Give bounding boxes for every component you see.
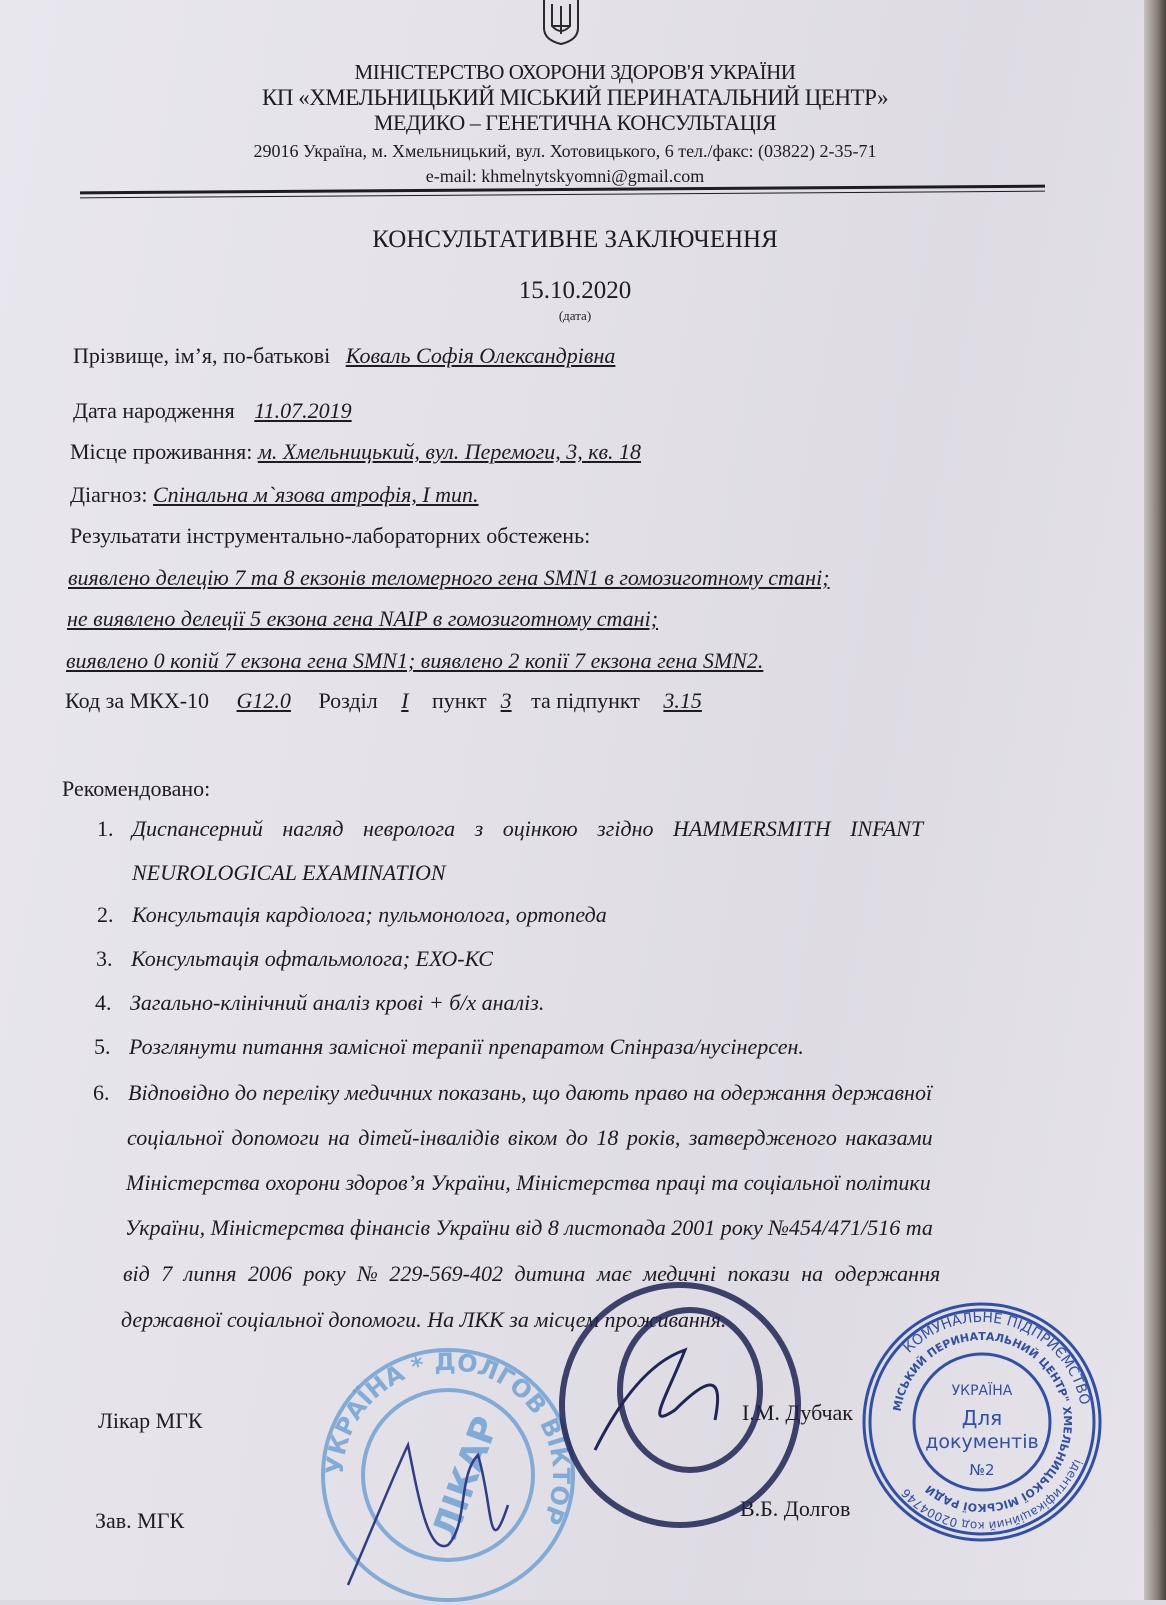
recommendation-line: Міністерства охорони здоров’я України, Міністерства праці та соціальної політики [126,1170,931,1195]
doctor-stamp [318,1345,578,1605]
recommendation-line: Диспансерний нагляд невролога з оцінкою згідно HAMMERSMITH INFANT [132,816,924,841]
result-line: не виявлено делеції 5 екзона гена NAIP в гомозиготному стані; [67,606,659,631]
ministry-name: МІНІСТЕРСТВО ОХОРОНИ ЗДОРОВ'Я УКРАЇНИ [354,60,796,84]
point-value: 3 [500,688,512,713]
diagnosis-row [70,482,479,508]
name-label: Прізвище, ім’я, по-батькові [73,343,331,368]
icd-code-value: G12.0 [236,688,291,713]
dark-stamp [555,1280,805,1530]
recommendation-line: державної соціальної допомоги. На ЛКК за місцем проживання. [121,1307,727,1332]
signature-head [595,1350,718,1450]
recommendation-number: 2. [97,902,114,927]
stamp-ring-inner: МІСЬКИЙ ПЕРИНАТАЛЬНИЙ ЦЕНТР" ХМЕЛЬНИЦЬКОЇ МІСЬКОЇ РАДИ [890,1329,1075,1515]
birth-label: Дата народження [73,398,235,423]
recommendation-line: NEUROLOGICAL EXAMINATION [132,860,446,885]
results-label: Резульатати інструментально-лабораторних обстежень: [70,523,591,548]
doctor-name: І.М. Дубчак [742,1400,853,1425]
recommendation-number: 6. [93,1080,110,1105]
recommendation-line: України, Міністерства фінансів України від 8 листопада 2001 року №454/471/516 та [125,1215,933,1240]
document-title: КОНСУЛЬТАТИВНЕ ЗАКЛЮЧЕННЯ [372,226,778,253]
recommended-label: Рекомендовано: [62,776,211,801]
recommendation-line: Відповідно до переліку медичних показань, що дають право на одержання державної [128,1080,933,1105]
recommendation-line: Загально-клінічний аналіз крові + б/х аналіз. [130,990,545,1015]
recommendation-number: 5. [94,1034,111,1059]
diagnosis-value: Спінальна м`язова атрофія, І тип. [152,482,479,507]
section-label: Розділ [318,688,378,713]
recommendation-line: соціальної допомоги на дітей-інвалідів віком до 18 років, затвердженого наказами [127,1125,933,1150]
section-value: І [401,688,409,713]
email: e-mail: khmelnytskyomni@gmail.com [425,166,705,186]
trident-emblem-icon [540,0,582,44]
recommendation-line: Розглянути питання замісної терапії препаратом Спінраза/нусінерсен. [129,1034,804,1059]
result-line: виявлено делецію 7 та 8 екзонів теломерного гена SMN1 в гомозиготному стані; [68,565,830,590]
recommendation-number: 4. [95,990,112,1015]
recommendation-number: 1. [97,816,114,841]
doctor-stamp-ring-text: УКРАЇНА * ДОЛГОВ ВІКТОР [320,1347,576,1529]
doctor-label: Лікар МГК [98,1408,203,1433]
address: 29016 Україна, м. Хмельницький, вул. Хотовицького, 6 тел./факс: (03822) 2-35-71 [253,141,877,161]
result-line: виявлено 0 копій 7 екзона гена SMN1; виявлено 2 копії 7 екзона гена SMN2. [66,648,764,673]
doctor-stamp-center: ЛІКАР [425,1411,507,1545]
stamp-ring-bottom: ідентифікаційний код 02004746 [898,1457,1086,1534]
subpoint-value: 3.15 [663,688,702,713]
recommendation-line: Консультація офтальмолога; ЕХО-КС [131,946,493,971]
table-edge-background [1144,0,1166,1600]
stamp-country: УКРАЇНА [951,1383,1013,1399]
stamp-ring-outer: КОМУНАЛЬНЕ ПІДПРИЄМСТВО [900,1309,1093,1407]
name-row [73,343,615,369]
recommendation-line: від 7 липня 2006 року № 229-569-402 дитина має медичні покази на одержання [123,1261,941,1286]
document-date: 15.10.2020 [518,277,632,304]
stamp-number: №2 [969,1461,995,1479]
recommendation-line: Консультація кардіолога; пульмонолога, ортопеда [132,902,607,927]
institution-stamp [860,1300,1105,1545]
head-label: Зав. МГК [95,1508,185,1533]
birth-value: 11.07.2019 [254,398,352,423]
birth-row [73,398,352,424]
date-caption: (дата) [558,308,592,323]
name-value: Коваль Софія Олександрівна [345,343,616,368]
point-label: пункт [432,688,487,713]
stamp-center-line2: документів [925,1431,1039,1453]
stamp-center-line1: Для [961,1406,1003,1430]
recommendation-number: 3. [96,946,113,971]
residence-label: Місце проживання: [70,439,253,464]
recommendation-text [132,816,1072,842]
organization-name: КП «ХМЕЛЬНИЦЬКИЙ МІСЬКИЙ ПЕРИНАТАЛЬНИЙ ЦЕНТР» [262,85,888,110]
residence-value: м. Хмельницький, вул. Перемоги, 3, кв. 18 [257,439,642,464]
icd-code-label: Код за МКХ-10 [65,688,210,713]
department-name: МЕДИКО – ГЕНЕТИЧНА КОНСУЛЬТАЦІЯ [373,110,777,135]
icd-code-row [65,688,702,714]
diagnosis-label: Діагноз: [70,482,148,507]
head-name: В.Б. Долгов [740,1496,851,1521]
residence-row [70,439,641,465]
subpoint-label: та підпункт [531,688,640,713]
